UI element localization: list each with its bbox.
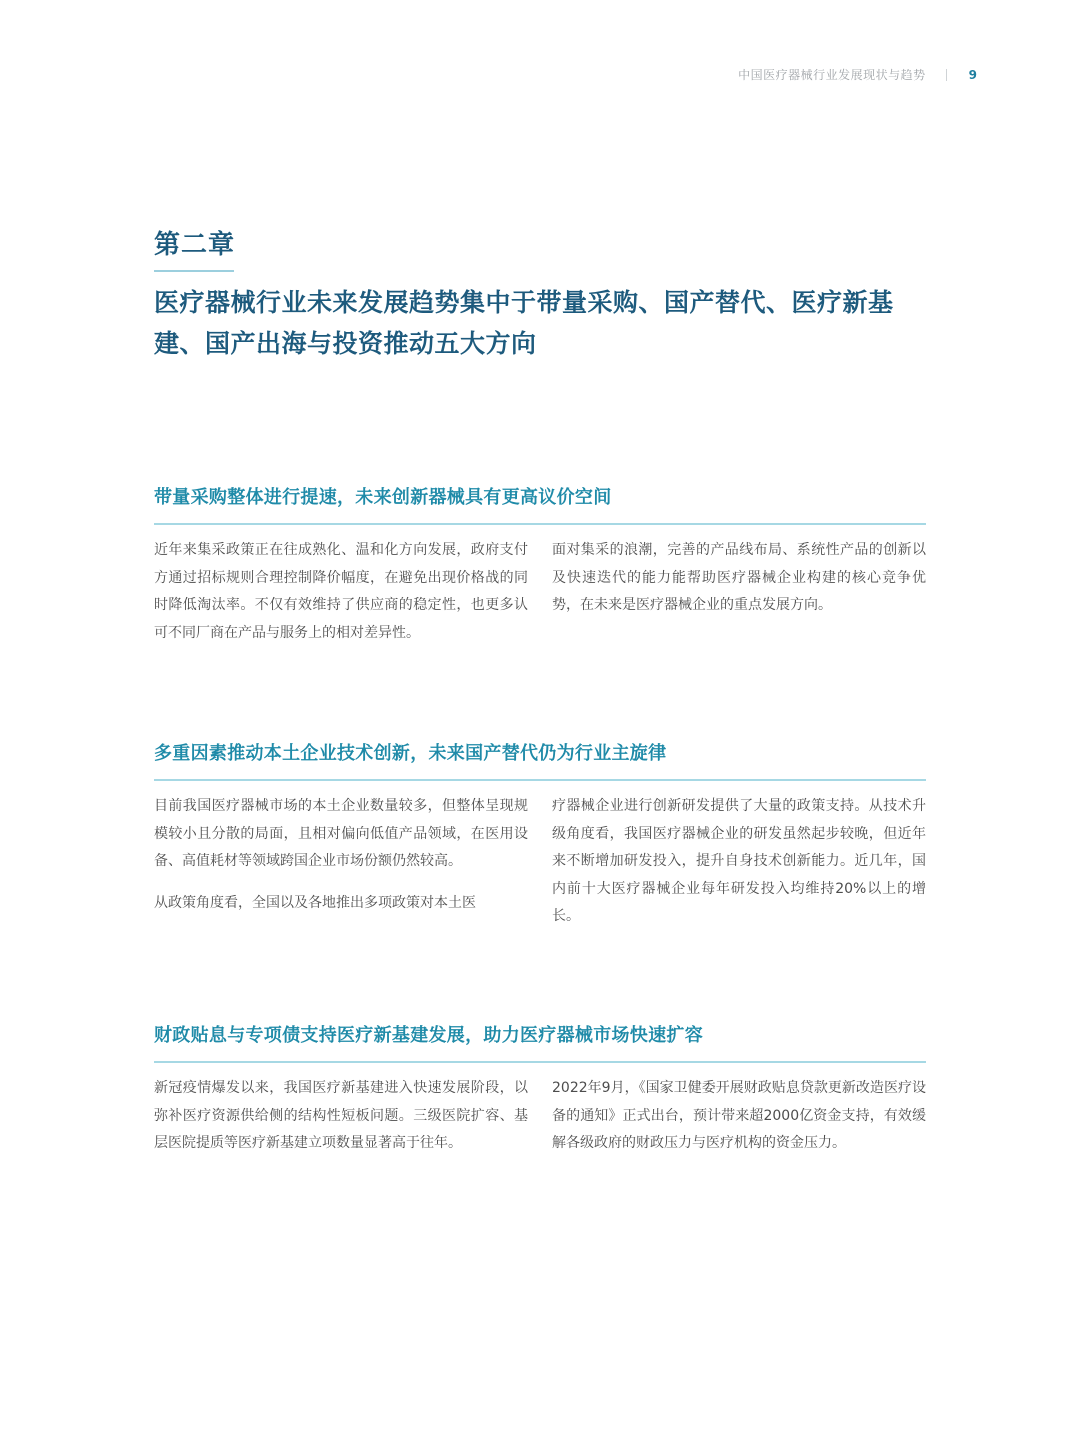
section-rule: [154, 1061, 926, 1063]
paragraph: 疗器械企业进行创新研发提供了大量的政策支持。从技术升级角度看，我国医疗器械企业的研发虽然起步较晚，但近年来不断增加研发投入，提升自身技术创新能力。近几年，国内前十大医疗器械企业每年研发投入均维持20%以上的增长。: [552, 798, 926, 924]
paragraph: 2022年9月，《国家卫健委开展财政贴息贷款更新改造医疗设备的通知》正式出台，预计带来超2000亿资金支持，有效缓解各级政府的财政压力与医疗机构的资金压力。: [552, 1080, 926, 1151]
chapter-rule: [154, 270, 234, 272]
paragraph: 目前我国医疗器械市场的本土企业数量较多，但整体呈现规模较小且分散的局面，且相对偏向低值产品领域，在医用设备、高值耗材等领域跨国企业市场份额仍然较高。: [154, 798, 528, 869]
section-title: 带量采购整体进行提速，未来创新器械具有更高议价空间: [154, 487, 612, 508]
section-title: 多重因素推动本土企业技术创新，未来国产替代仍为行业主旋律: [154, 743, 667, 764]
section-new-infrastructure: [154, 1023, 926, 1158]
section-volume-procurement: [154, 485, 926, 647]
paragraph: 面对集采的浪潮，完善的产品线布局、系统性产品的创新以及快速迭代的能力能帮助医疗器械企业构建的核心竞争优势，在未来是医疗器械企业的重点发展方向。: [552, 542, 926, 613]
right-column: [552, 793, 926, 931]
right-column: [552, 537, 926, 647]
left-column: [154, 793, 528, 931]
section-title: 财政贴息与专项债支持医疗新基建发展，助力医疗器械市场快速扩容: [154, 1025, 703, 1046]
paragraph: 从政策角度看，全国以及各地推出多项政策对本土医: [154, 894, 476, 911]
chapter-heading: [154, 228, 926, 364]
running-header: [738, 66, 977, 83]
header-divider: [946, 69, 947, 81]
section-domestic-substitution: [154, 741, 926, 931]
paragraph: 新冠疫情爆发以来，我国医疗新基建进入快速发展阶段，以弥补医疗资源供给侧的结构性短板问题。三级医院扩容、基层医院提质等医疗新基建立项数量显著高于往年。: [154, 1080, 528, 1151]
section-rule: [154, 779, 926, 781]
left-column: [154, 537, 528, 647]
right-column: [552, 1075, 926, 1158]
paragraph: 近年来集采政策正在往成熟化、温和化方向发展，政府支付方通过招标规则合理控制降价幅度，在避免出现价格战的同时降低淘汰率。不仅有效维持了供应商的稳定性，也更多认可不同厂商在产品与服务上的相对差异性。: [154, 542, 528, 641]
running-title: 中国医疗器械行业发展现状与趋势: [738, 68, 926, 82]
chapter-label: 第二章: [154, 230, 236, 260]
chapter-title: 医疗器械行业未来发展趋势集中于带量采购、国产替代、医疗新基建、国产出海与投资推动五大方向: [154, 288, 894, 358]
page-number: 9: [968, 67, 977, 82]
section-rule: [154, 523, 926, 525]
left-column: [154, 1075, 528, 1158]
